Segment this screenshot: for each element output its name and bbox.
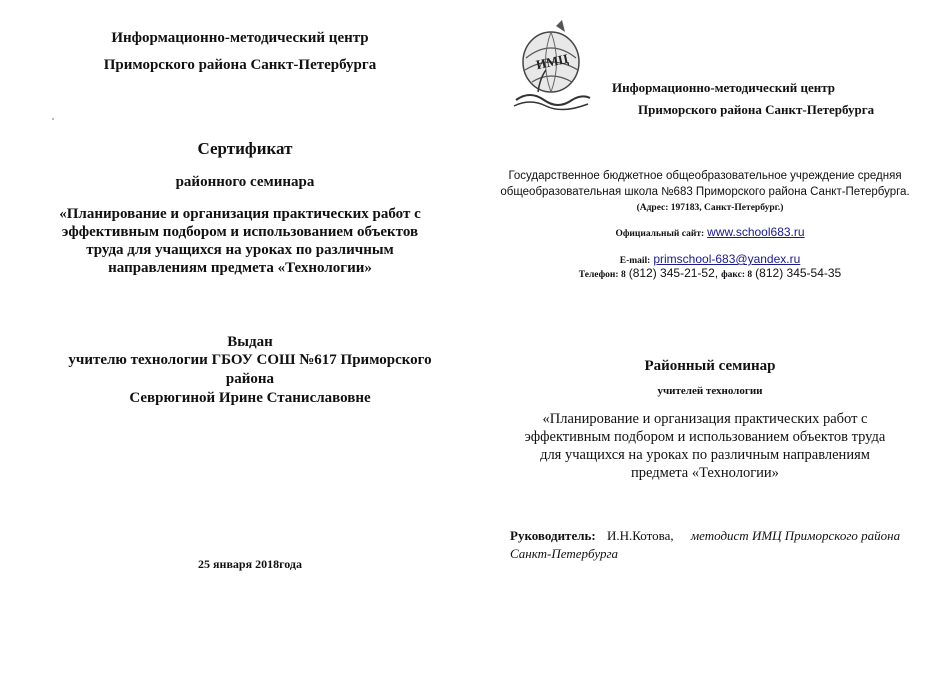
phone-value: (812) 345-21-52,	[628, 266, 719, 280]
seminar-title-line: для учащихся на уроках по различным направлениям	[540, 447, 870, 463]
recipient-line: учителю технологии ГБОУ СОШ №617 Приморского	[68, 352, 432, 368]
seminar-subheading: учителей технологии	[657, 385, 763, 397]
seminar-title-line: предмета «Технологии»	[631, 465, 779, 481]
right-seminar-title	[470, 410, 940, 482]
seminar-title-line: направлениям предмета «Технологии»	[108, 260, 372, 276]
contacts-phone	[540, 266, 880, 281]
program-page	[470, 0, 940, 684]
school-address: (Адрес: 197183, Санкт-Петербург.)	[636, 203, 784, 213]
seminar-title-line: «Планирование и организация практических работ с	[542, 411, 868, 427]
fax-label: факс: 8	[721, 270, 753, 280]
seminar-heading: Районный семинар	[644, 358, 776, 374]
recipient	[30, 351, 470, 408]
issued-label: Выдан	[227, 334, 273, 350]
email-label: E-mail:	[619, 256, 651, 266]
seminar-title-line: эффективным подбором и использованием объектов	[61, 224, 419, 240]
email-link[interactable]: primschool-683@yandex.ru	[653, 252, 801, 266]
logo-text: ИМЦ	[534, 50, 570, 73]
leader-label: Руководитель:	[510, 528, 596, 543]
left-seminar-title	[30, 205, 450, 277]
site-label: Официальный сайт:	[615, 229, 705, 239]
right-header-line1: Информационно-методический центр	[612, 80, 835, 95]
right-header-line2: Приморского района Санкт-Петербурга	[638, 102, 875, 117]
leader-role: методист ИМЦ Приморского района	[690, 528, 901, 543]
left-header-line1: Информационно-методический центр	[111, 30, 369, 46]
seminar-title-line: труда для учащихся на уроках по различным	[86, 242, 394, 258]
leader-name: И.Н.Котова,	[606, 528, 674, 543]
certificate-title: Сертификат	[197, 139, 293, 158]
certificate-subtitle: районного семинара	[175, 174, 315, 190]
fax-value: (812) 345-54-35	[755, 266, 842, 280]
email	[570, 252, 850, 267]
seminar-title-line: «Планирование и организация практических работ с	[59, 206, 421, 222]
seminar-title-line: эффективным подбором и использованием объектов труда	[524, 429, 886, 445]
certificate-date: 25 января 2018года	[198, 557, 302, 571]
leader	[510, 528, 900, 544]
school-name-line: общеобразовательная школа №683 Приморского района Санкт-Петербурга.	[500, 186, 910, 198]
official-site	[570, 225, 850, 240]
site-link[interactable]: www.school683.ru	[707, 225, 805, 239]
phone-label: Телефон: 8	[578, 270, 626, 280]
leader-role-line2: Санкт-Петербурга	[510, 546, 619, 561]
school-name-line: Государственное бюджетное общеобразовательное учреждение средняя	[508, 170, 902, 182]
left-header-line2: Приморского района Санкт-Петербурга	[103, 57, 377, 73]
recipient-name: Севрюгиной Ирине Станиславовне	[129, 390, 371, 406]
school-name	[470, 168, 940, 200]
scan-speck	[52, 118, 54, 120]
recipient-line: района	[225, 371, 275, 387]
imc-logo	[510, 18, 592, 114]
